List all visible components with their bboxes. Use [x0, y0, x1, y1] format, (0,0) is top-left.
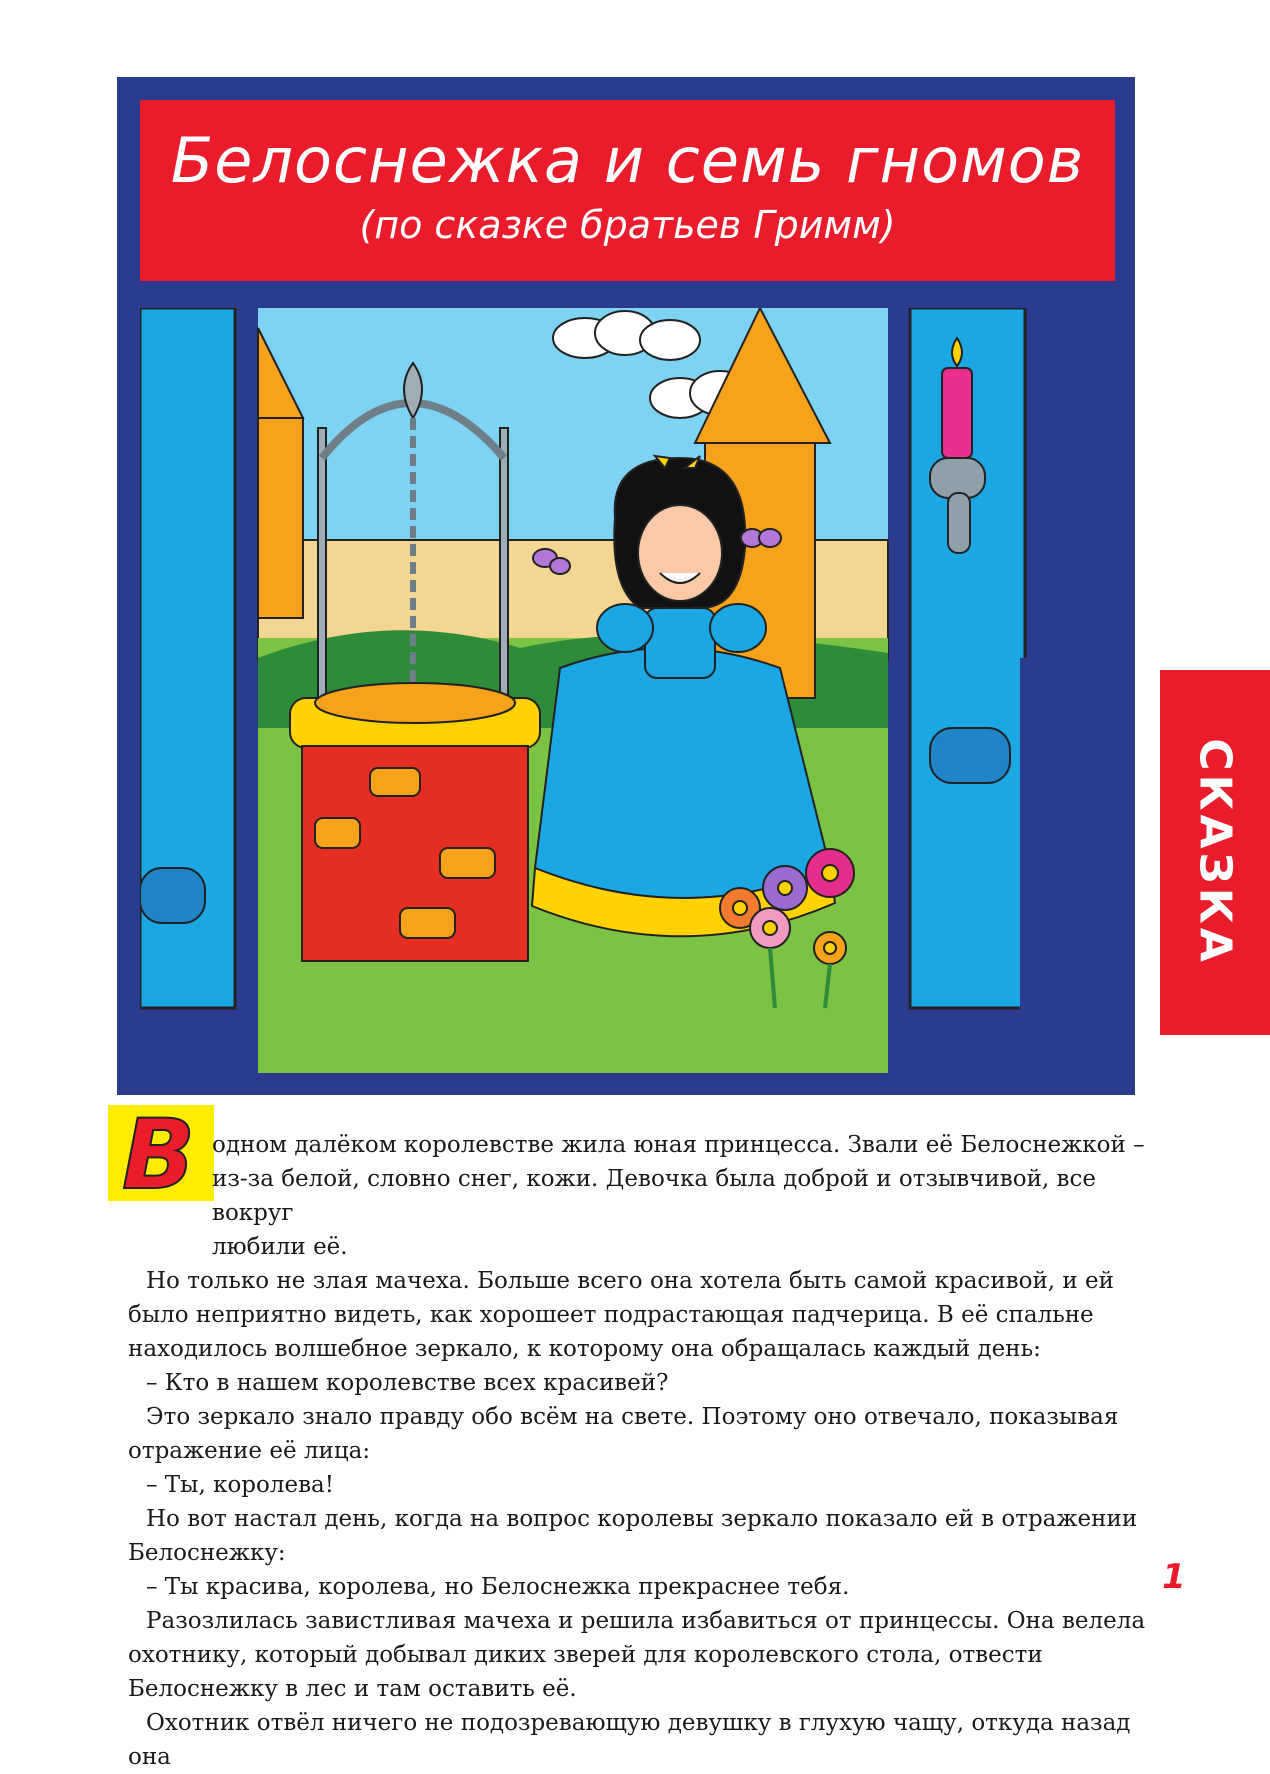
- story-paragraph: – Ты красива, королева, но Белоснежка прекраснее тебя.: [146, 1574, 850, 1600]
- story-paragraph: Охотник отвёл ничего не подозревающую девушку в глухую чащу, откуда назад она: [128, 1710, 1131, 1770]
- page-title: Белоснежка и семь гномов: [170, 124, 1085, 197]
- drop-cap-letter: В: [122, 1099, 196, 1211]
- page-number: 1: [1162, 1557, 1186, 1597]
- page-subtitle: (по сказке братьев Гримм): [359, 203, 896, 247]
- story-paragraph: – Кто в нашем королевстве всех красивей?: [146, 1370, 669, 1396]
- title-banner: [140, 100, 1115, 281]
- story-paragraph: Но только не злая мачеха. Больше всего она хотела быть самой красивой, и ей было неприятно видеть, как хорошеет подрастающая падчерица. В её спальне находилось волшебное зеркало, к которому она обращалась каждый день:: [128, 1268, 1114, 1362]
- story-line: любили её.: [212, 1234, 348, 1260]
- section-tab: [1160, 670, 1270, 1035]
- illustration-snow-white-at-well: [140, 308, 1115, 1073]
- section-tab-label: СКАЗКА: [1189, 738, 1241, 966]
- story-text: [128, 1128, 1168, 1774]
- story-paragraph: Это зеркало знало правду обо всём на свете. Поэтому оно отвечало, показывая отражение её лица:: [128, 1404, 1119, 1464]
- story-line: из-за белой, словно снег, кожи. Девочка была доброй и отзывчивой, все вокруг: [212, 1166, 1096, 1226]
- story-paragraph: Но вот настал день, когда на вопрос королевы зеркало показало ей в отражении Белоснежку:: [128, 1506, 1138, 1566]
- story-paragraph: Разозлилась завистливая мачеха и решила избавиться от принцессы. Она велела охотнику, который добывал диких зверей для королевского стола, отвести Белоснежку в лес и там оставить её.: [128, 1608, 1146, 1702]
- story-line: одном далёком королевстве жила юная принцесса. Звали её Белоснежкой –: [212, 1132, 1145, 1158]
- story-paragraph: – Ты, королева!: [146, 1472, 334, 1498]
